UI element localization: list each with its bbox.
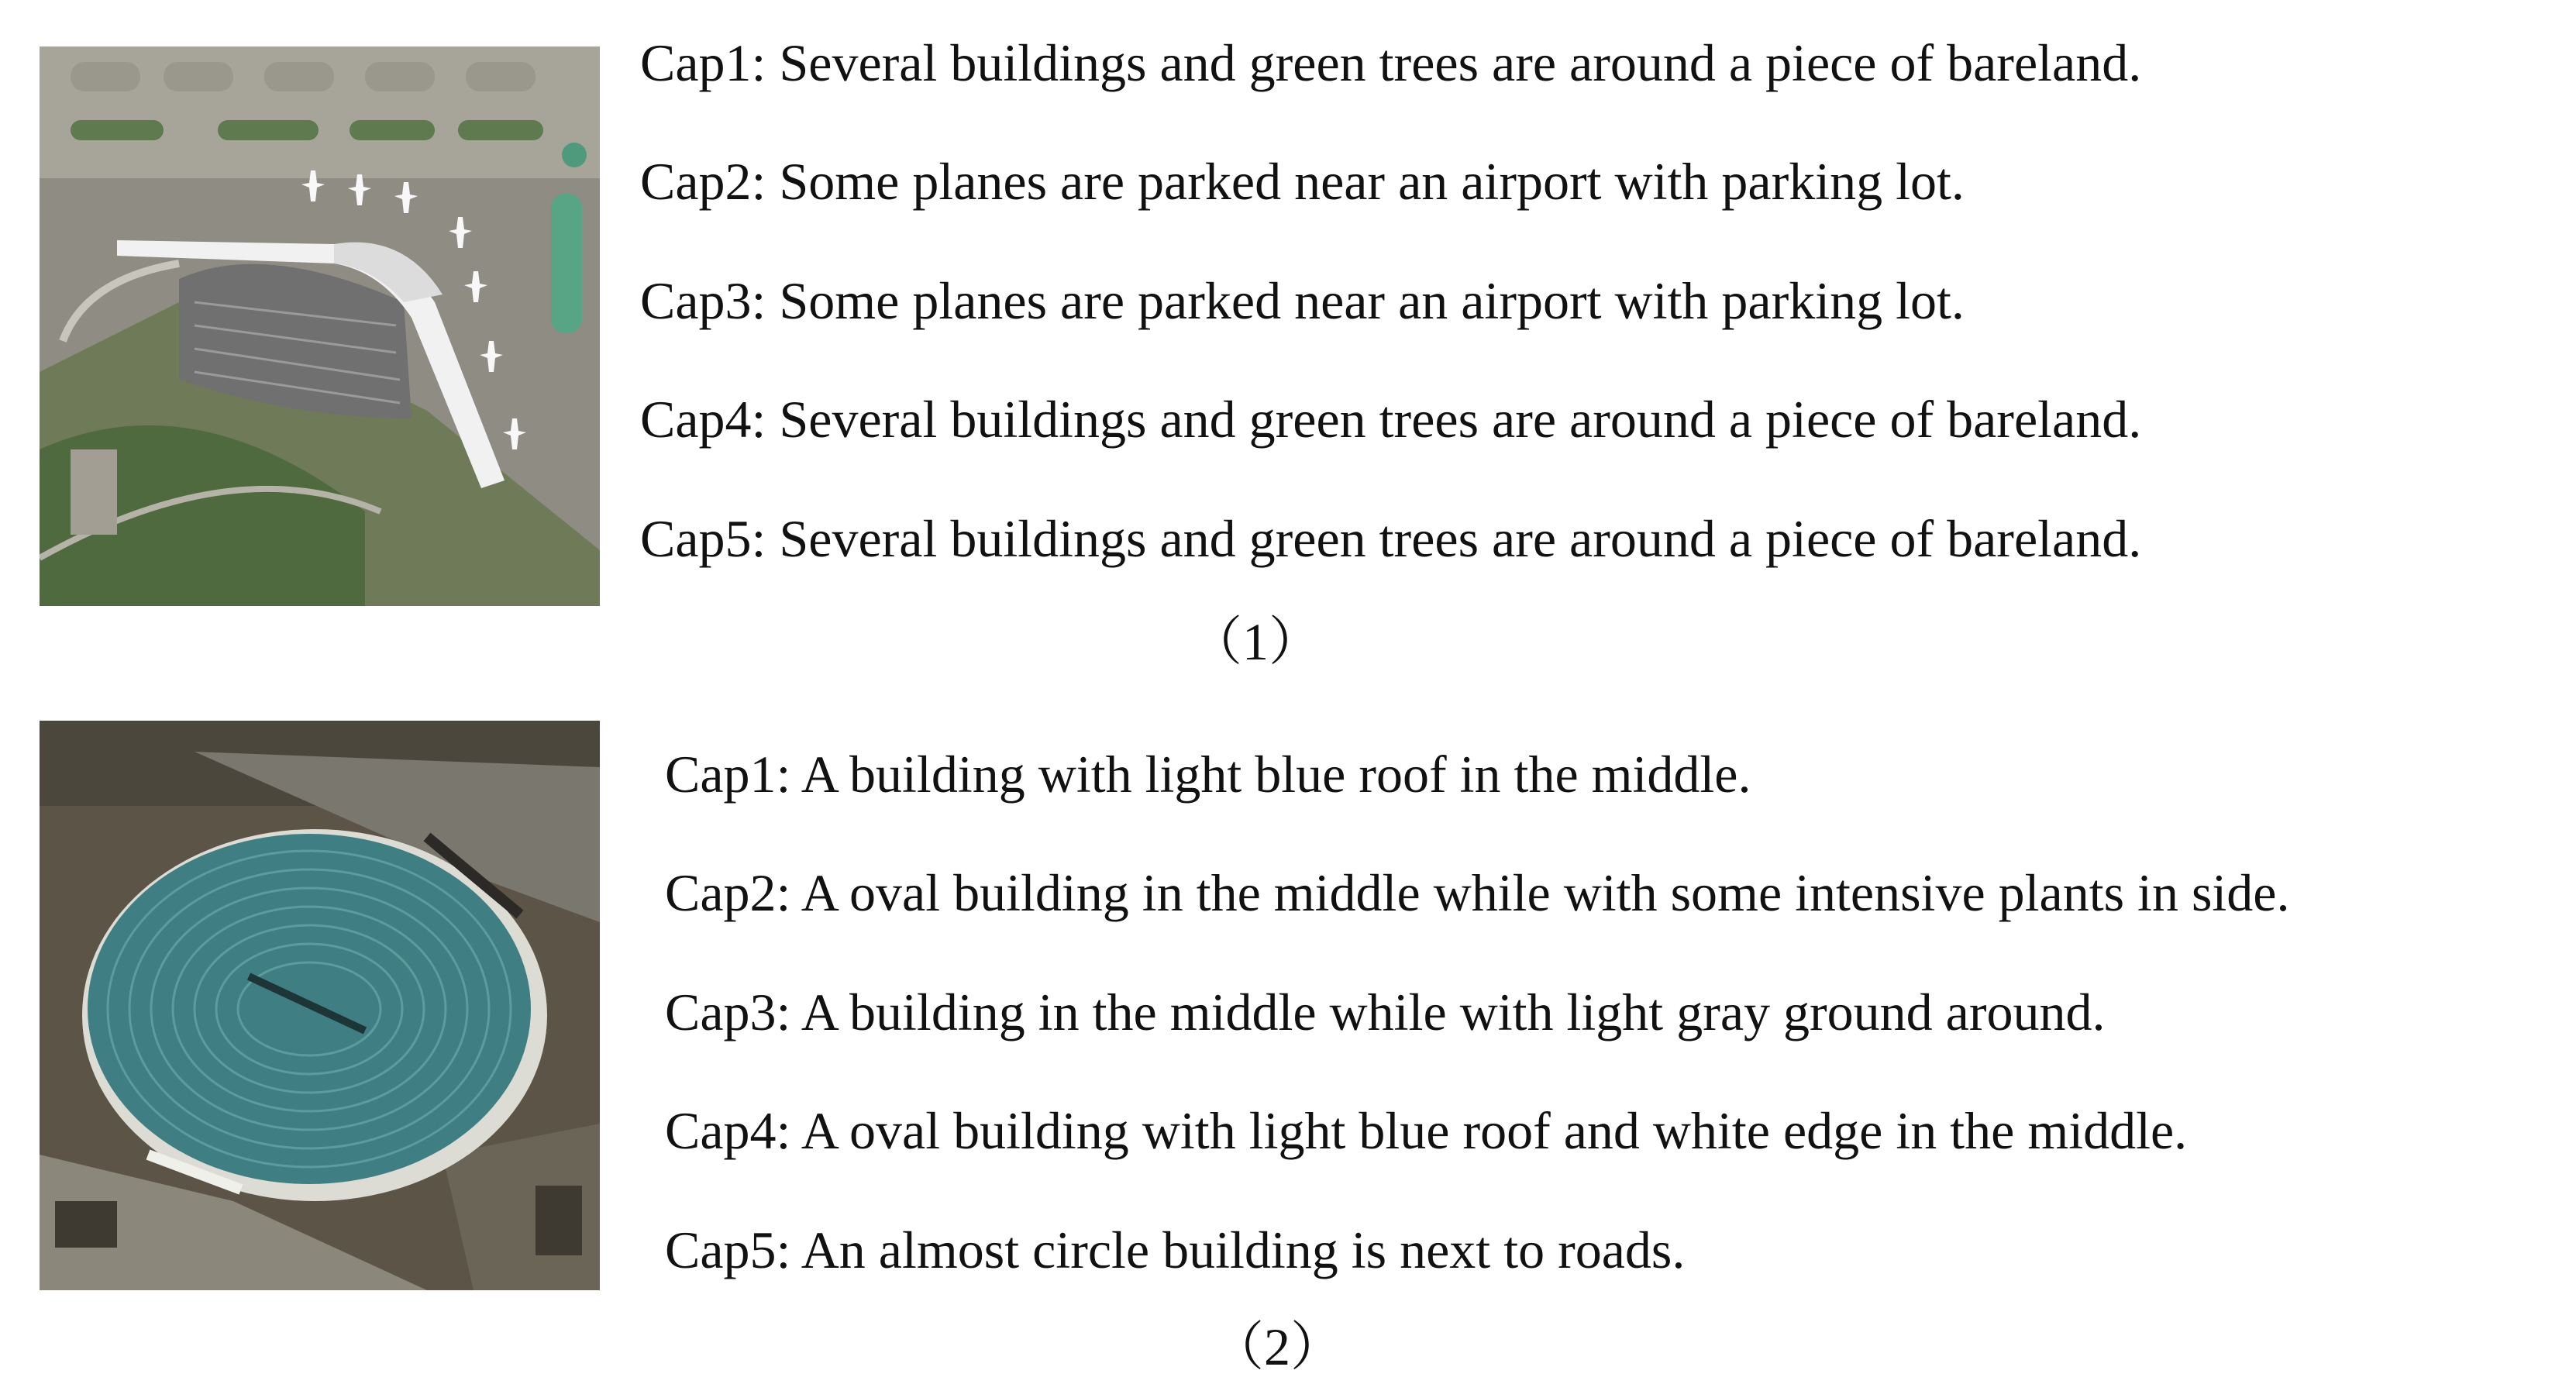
caption-4: [640, 390, 2142, 449]
caption-3: [665, 983, 2106, 1041]
caption-2: [640, 152, 1965, 211]
caption-1: [640, 33, 2142, 92]
caption-4: [665, 1101, 2188, 1160]
panel-label-2: （2）: [1211, 1317, 1344, 1376]
caption-id: Cap5:: [665, 1220, 791, 1279]
caption-text: An almost circle building is next to roads.: [801, 1220, 1686, 1279]
caption-id: Cap4:: [640, 390, 766, 449]
caption-text: Some planes are parked near an airport with parking lot.: [779, 271, 1965, 330]
panel-label-1: （1）: [1190, 612, 1322, 671]
caption-text: Some planes are parked near an airport with parking lot.: [779, 152, 1965, 211]
airport-illustration: [40, 46, 600, 606]
caption-2: [665, 863, 2290, 922]
caption-id: Cap3:: [640, 271, 766, 330]
aerial-stadium-image: [40, 721, 600, 1290]
stadium-illustration: [40, 721, 600, 1290]
caption-text: Several buildings and green trees are around a piece of bareland.: [779, 390, 2142, 449]
caption-id: Cap2:: [640, 152, 766, 211]
caption-1: [665, 745, 1751, 804]
aerial-airport-image: [40, 46, 600, 606]
caption-text: A building with light blue roof in the middle.: [801, 745, 1751, 804]
caption-text: A building in the middle while with light gray ground around.: [801, 983, 2106, 1041]
caption-id: Cap1:: [640, 33, 766, 92]
caption-5: [640, 509, 2142, 568]
caption-text: Several buildings and green trees are around a piece of bareland.: [779, 33, 2142, 92]
caption-id: Cap4:: [665, 1101, 791, 1160]
caption-text: Several buildings and green trees are around a piece of bareland.: [779, 509, 2142, 568]
caption-3: [640, 271, 1965, 330]
caption-text: A oval building with light blue roof and white edge in the middle.: [801, 1101, 2188, 1160]
caption-5: [665, 1220, 1686, 1279]
caption-id: Cap5:: [640, 509, 766, 568]
caption-id: Cap3:: [665, 983, 791, 1041]
caption-id: Cap2:: [665, 863, 791, 922]
caption-id: Cap1:: [665, 745, 791, 804]
caption-text: A oval building in the middle while with some intensive plants in side.: [801, 863, 2290, 922]
